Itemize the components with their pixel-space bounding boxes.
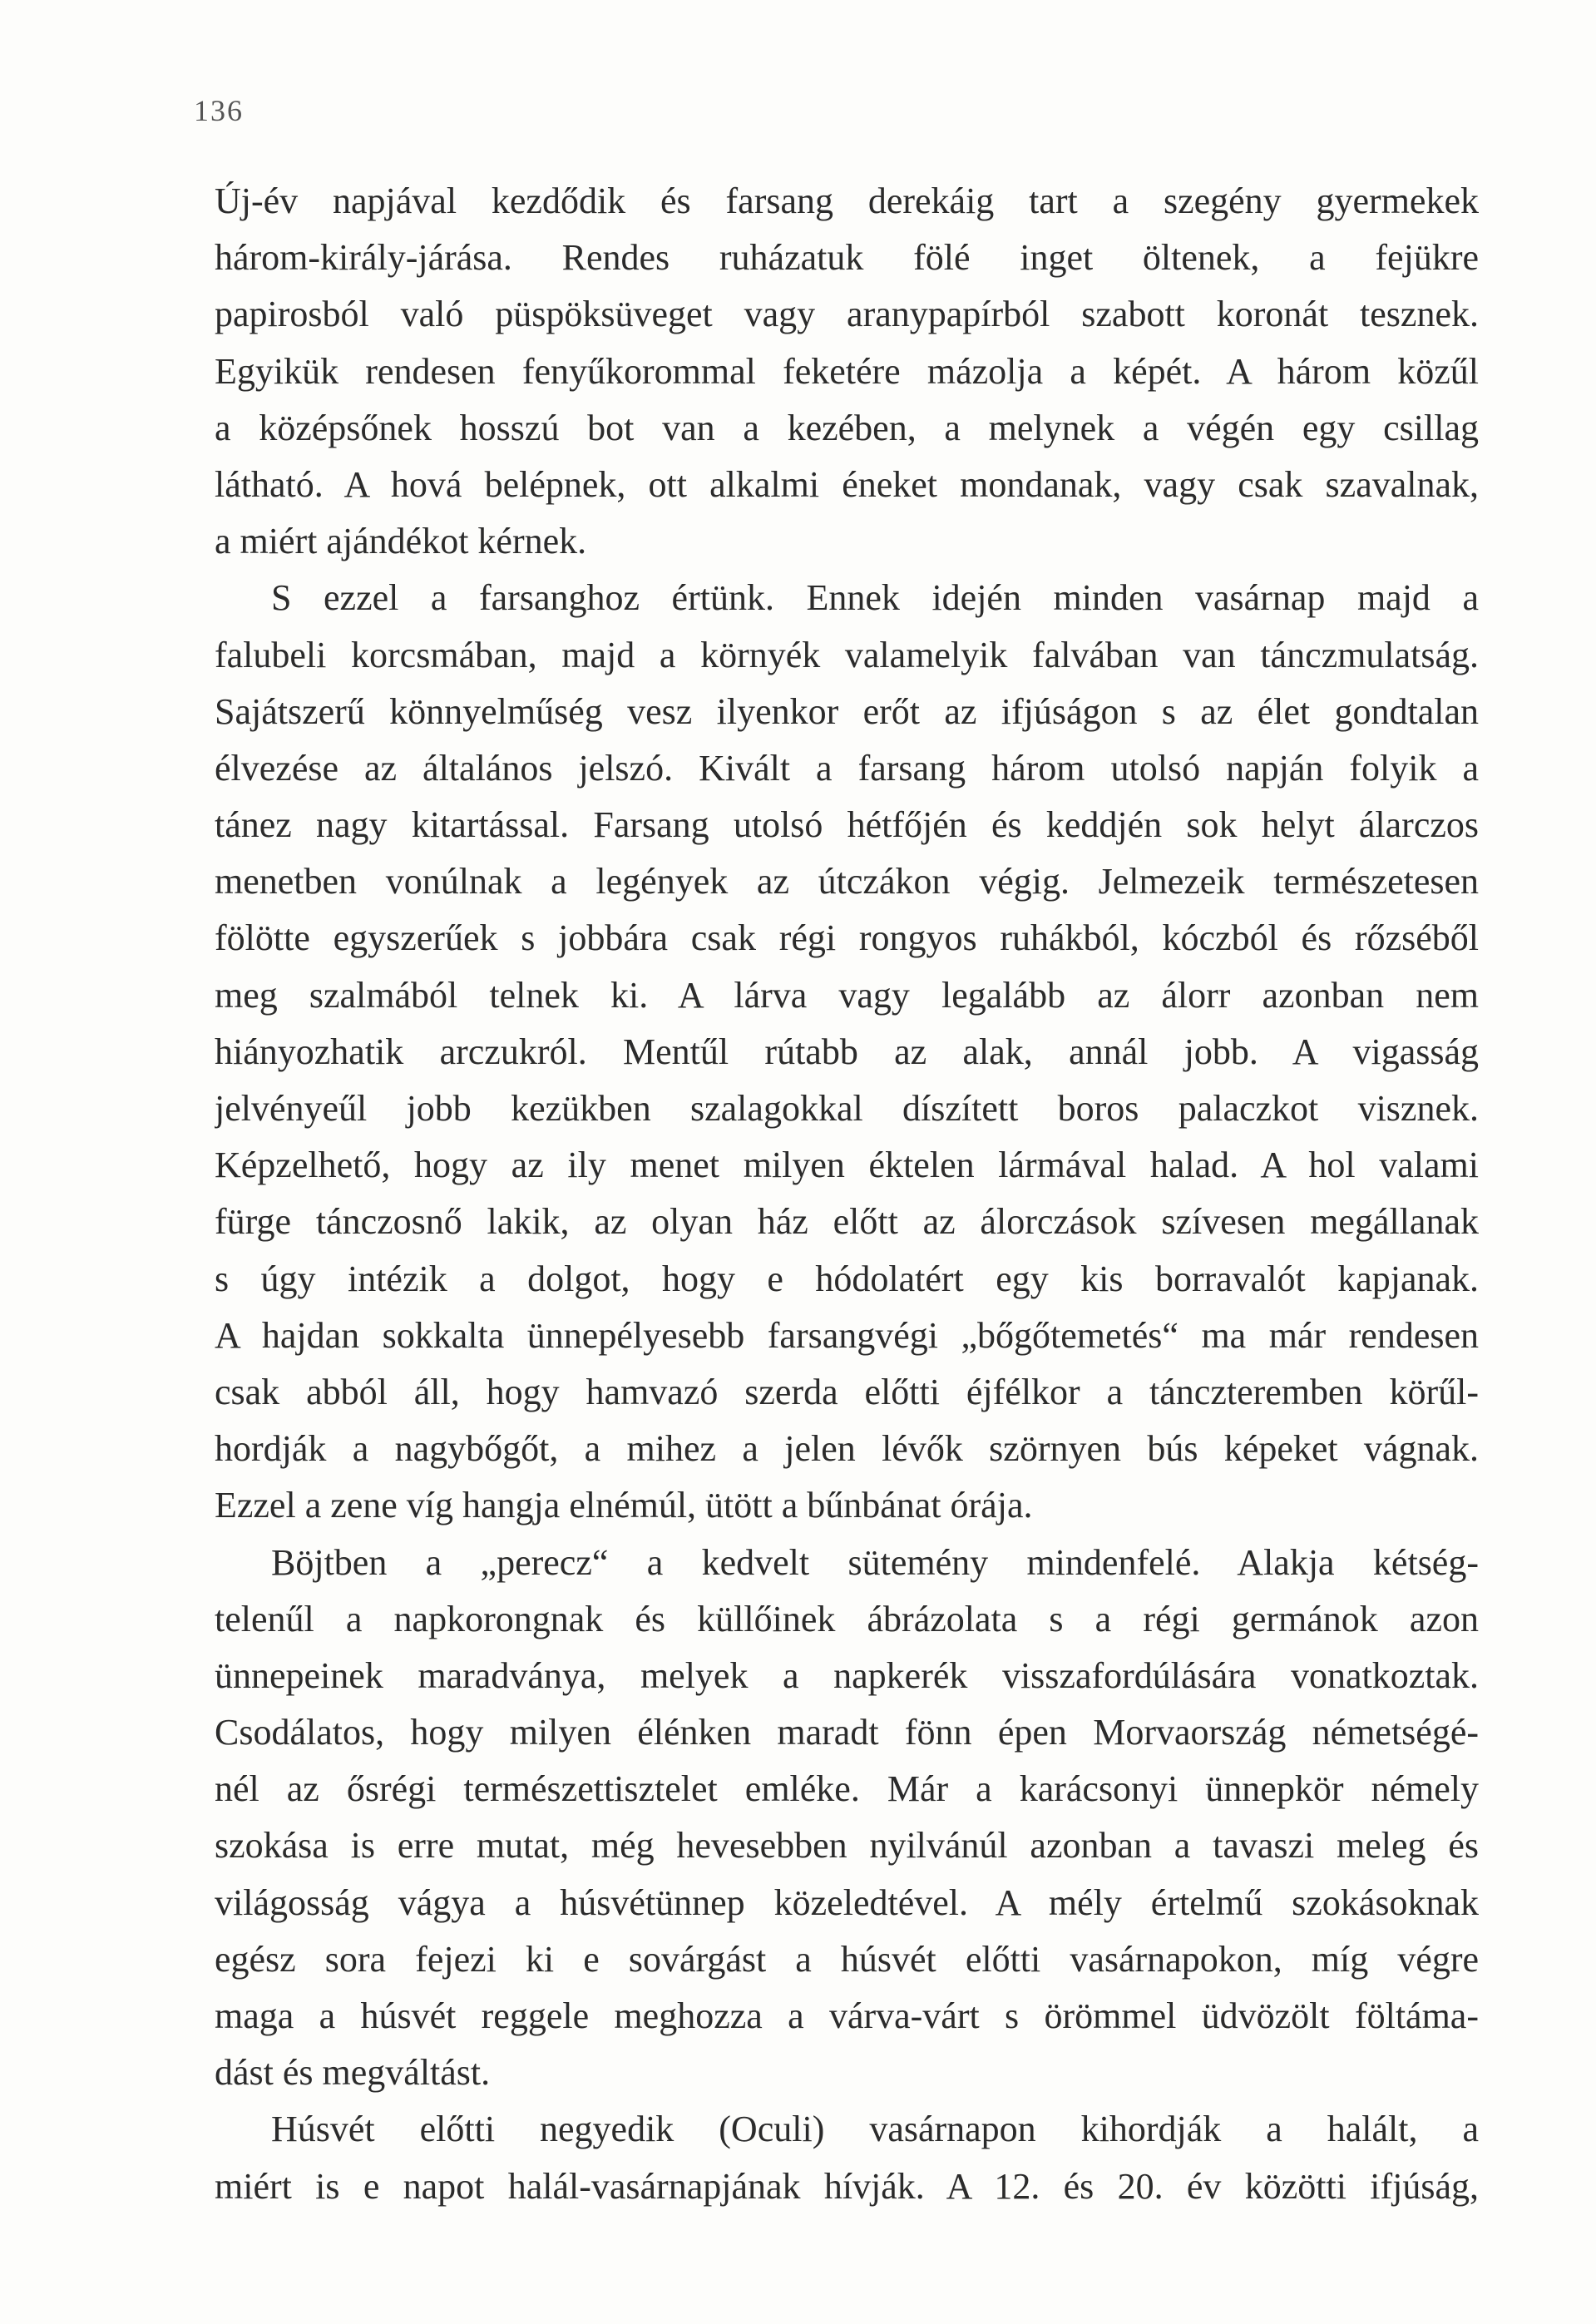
- text-line: dást és megváltást.: [215, 2052, 491, 2094]
- text-line: három-király-járása. Rendes ruházatuk fölé inget öltenek, a fejükre: [215, 237, 1479, 279]
- text-line: látható. A hová belépnek, ott alkalmi éneket mondanak, vagy csak szavalnak,: [215, 463, 1479, 505]
- text-line: meg szalmából telnek ki. A lárva vagy legalább az álorr azonban nem: [215, 974, 1479, 1016]
- text-line: a középsőnek hosszú bot van a kezében, a melynek a végén egy csillag: [215, 407, 1479, 448]
- text-line: nél az ősrégi természettisztelet emléke. Már a karácsonyi ünnepkör némely: [215, 1768, 1479, 1810]
- text-line: miért is e napot halál-vasárnapjának hívják. A 12. és 20. év közötti ifjúság,: [215, 2165, 1479, 2207]
- text-line: világosság vágya a húsvétünnep közeledtével. A mély értelmű szokásoknak: [215, 1881, 1479, 1923]
- text-line: egész sora fejezi ki e sovárgást a húsvét előtti vasárnapokon, míg végre: [215, 1938, 1479, 1980]
- text-line: élvezése az általános jelszó. Kivált a farsang három utolsó napján folyik a: [215, 747, 1479, 789]
- body-text: [215, 173, 1479, 2215]
- text-line: Új-év napjával kezdődik és farsang derekáig tart a szegény gyermekek: [215, 180, 1479, 221]
- text-line: fürge tánczosnő lakik, az olyan ház előtt az álorczások szívesen megállanak: [215, 1201, 1479, 1243]
- text-line: jelvényeűl jobb kezükben szalagokkal díszített boros palaczkot visznek.: [215, 1088, 1479, 1129]
- page-number: 136: [194, 94, 244, 127]
- text-line: fölötte egyszerűek s jobbára csak régi rongyos ruhákból, kóczból és rőzséből: [215, 917, 1479, 959]
- text-line: Csodálatos, hogy milyen élénken maradt fönn épen Morvaország németségé-: [215, 1712, 1479, 1753]
- text-line: Képzelhető, hogy az ily menet milyen éktelen lármával halad. A hol valami: [215, 1145, 1479, 1186]
- text-line: S ezzel a farsanghoz értünk. Ennek idején minden vasárnap majd a: [271, 577, 1479, 619]
- text-line: Böjtben a „perecz“ a kedvelt sütemény mindenfelé. Alakja kétség-: [271, 1541, 1479, 1583]
- text-line: Húsvét előtti negyedik (Oculi) vasárnapon kihordják a halált, a: [271, 2109, 1479, 2150]
- text-line: a miért ajándékot kérnek.: [215, 521, 587, 562]
- text-line: szokása is erre mutat, még hevesebben nyilvánúl azonban a tavaszi meleg és: [215, 1825, 1479, 1867]
- text-line: tánez nagy kitartással. Farsang utolsó hétfőjén és keddjén sok helyt álarczos: [215, 804, 1479, 846]
- text-line: Sajátszerű könnyelműség vesz ilyenkor erőt az ifjúságon s az élet gondtalan: [215, 690, 1479, 732]
- text-line: ünnepeinek maradványa, melyek a napkerék visszafordúlására vonatkoztak.: [215, 1654, 1479, 1696]
- text-line: hiányozhatik arczukról. Mentűl rútabb az alak, annál jobb. A vigasság: [215, 1031, 1479, 1072]
- text-line: telenűl a napkorongnak és küllőinek ábrázolata s a régi germánok azon: [215, 1598, 1479, 1639]
- text-line: falubeli korcsmában, majd a környék valamelyik falvában van tánczmulatság.: [215, 634, 1479, 675]
- text-line: Egyikük rendesen fenyűkorommal feketére mázolja a képét. A három közűl: [215, 350, 1479, 392]
- text-line: s úgy intézik a dolgot, hogy e hódolatért egy kis borravalót kapjanak.: [215, 1258, 1479, 1299]
- text-line: A hajdan sokkalta ünnepélyesebb farsangvégi „bőgőtemetés“ ma már rendesen: [215, 1314, 1479, 1356]
- text-line: hordják a nagybőgőt, a mihez a jelen lévők szörnyen bús képeket vágnak.: [215, 1428, 1479, 1470]
- text-line: menetben vonúlnak a legények az útczákon végig. Jelmezeik természetesen: [215, 861, 1479, 902]
- text-line: Ezzel a zene víg hangja elnémúl, ütött a bűnbánat órája.: [215, 1485, 1033, 1526]
- text-line: csak abból áll, hogy hamvazó szerda előtti éjfélkor a tánczteremben körűl-: [215, 1371, 1479, 1412]
- text-line: maga a húsvét reggele meghozza a várva-várt s örömmel üdvözölt föltáma-: [215, 1995, 1479, 2036]
- text-line: papirosból való püspöksüveget vagy aranypapírból szabott koronát tesznek.: [215, 294, 1479, 335]
